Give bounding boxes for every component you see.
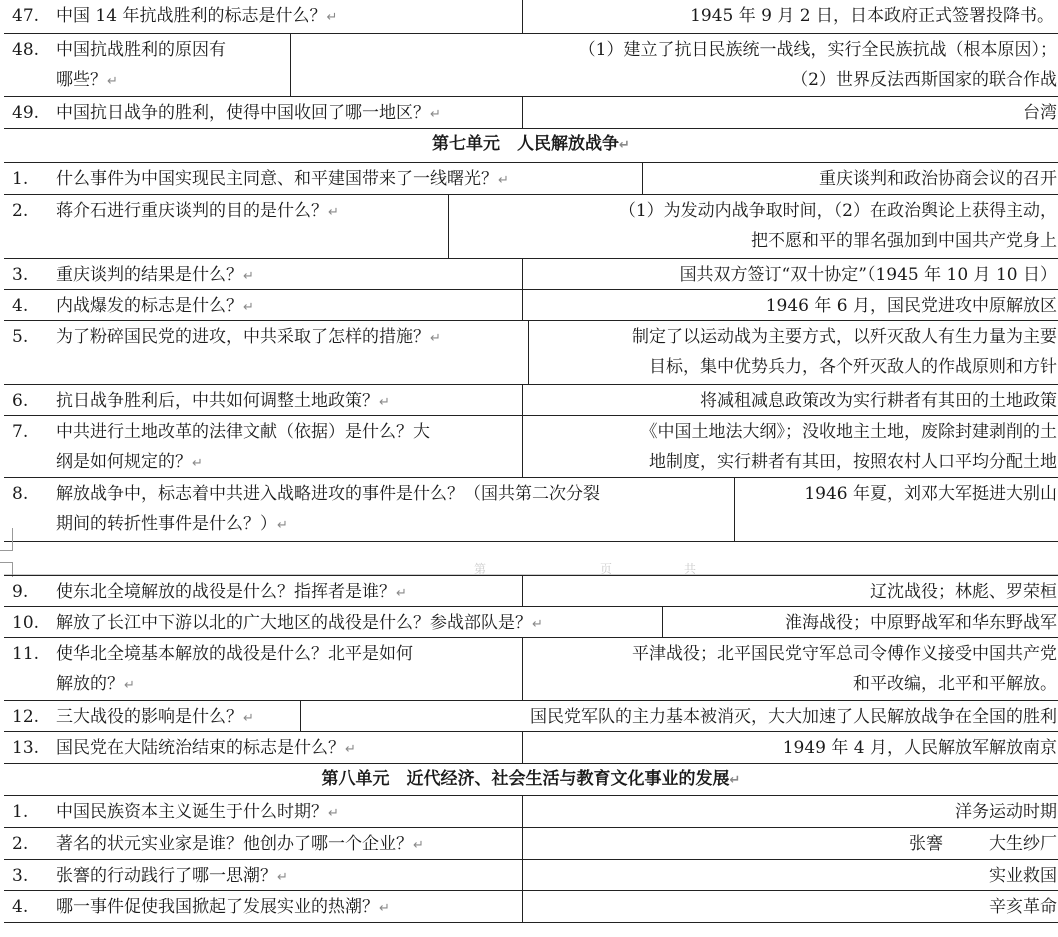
- row-number: 4.: [12, 296, 29, 316]
- unit-heading: 第八单元 近代经济、社会生活与教育文化事业的发展↵: [4, 764, 1058, 796]
- answer-text: 国民党军队的主力基本被消灭，大大加速了人民解放战争在全国的胜利: [530, 707, 1057, 727]
- table-row: [4, 575, 1058, 607]
- table-row: [4, 607, 1058, 638]
- answer-text: 洋务运动时期: [955, 802, 1057, 822]
- question-text: 为了粉碎国民党的进攻，中共采取了怎样的措施？↵: [56, 327, 441, 347]
- question-text: 国民党在大陆统治结束的标志是什么？↵: [56, 738, 356, 758]
- column-divider: [522, 259, 523, 289]
- answer-text: 1946 年 6 月，国民党进攻中原解放区: [765, 296, 1057, 316]
- table-row: [4, 34, 1058, 97]
- question-text: 中共进行土地改革的法律文献（依据）是什么？大 纲是如何规定的？↵: [56, 422, 430, 472]
- question-text: 中国 14 年抗战胜利的标志是什么？↵: [56, 6, 338, 26]
- page-footer: 第 页 共: [474, 562, 727, 576]
- row-number: 1.: [12, 802, 29, 822]
- column-divider: [290, 34, 291, 96]
- column-divider: [522, 828, 523, 859]
- answer-text: 1946 年夏，刘邓大军挺进大别山: [804, 484, 1057, 504]
- page-corner-mark: [0, 528, 13, 551]
- question-text: 内战爆发的标志是什么？↵: [56, 296, 254, 316]
- row-number: 49.: [12, 103, 40, 123]
- column-divider: [522, 891, 523, 922]
- column-divider: [522, 0, 523, 33]
- column-divider: [522, 796, 523, 827]
- answer-text: （1）建立了抗日民族统一战线，实行全民族抗战（根本原因）； （2）世界反法西斯国家的联合作战: [578, 40, 1057, 90]
- column-divider: [522, 860, 523, 890]
- column-divider: [522, 638, 523, 700]
- row-number: 7.: [12, 422, 29, 442]
- row-number: 10.: [12, 613, 40, 633]
- table-row: [4, 860, 1058, 891]
- row-number: 8.: [12, 484, 29, 504]
- column-divider: [528, 321, 529, 384]
- table-row: [4, 321, 1058, 385]
- answer-text: 制定了以运动战为主要方式，以歼灭敌人有生力量为主要 目标，集中优势兵力，各个歼灭敌人的作战原则和方针: [632, 327, 1057, 377]
- column-divider: [662, 607, 663, 637]
- answer-text: （1）为发动内战争取时间，（2）在政治舆论上获得主动， 把不愿和平的罪名强加到中国共产党身上: [618, 201, 1057, 251]
- answer-text: 《中国土地法大纲》；没收地主土地，废除封建剥削的土 地制度，实行耕者有其田，按照农村人口平均分配土地: [640, 422, 1057, 472]
- table-row: [4, 97, 1058, 129]
- question-text: 抗日战争胜利后，中共如何调整土地政策？↵: [56, 391, 390, 411]
- table-row: [4, 195, 1058, 259]
- page-break: [4, 542, 1058, 575]
- column-divider: [448, 195, 449, 258]
- answer-enterprise: 大生纱厂: [989, 834, 1057, 854]
- table-row: [4, 385, 1058, 416]
- column-divider: [522, 576, 523, 606]
- question-text: 解放战争中，标志着中共进入战略进攻的事件是什么？（国共第二次分裂 期间的转折性事件是什么？）↵: [56, 484, 600, 534]
- row-number: 11.: [12, 644, 40, 664]
- table-row: [4, 290, 1058, 321]
- question-text: 重庆谈判的结果是什么？↵: [56, 265, 254, 285]
- column-divider: [522, 290, 523, 320]
- answer-text: 平津战役；北平国民党守军总司令傅作义接受中国共产党 和平改编，北平和平解放。: [632, 644, 1057, 694]
- table-row: [4, 478, 1058, 542]
- row-number: 6.: [12, 391, 29, 411]
- answer-text: 将减租减息政策改为实行耕者有其田的土地政策: [700, 391, 1057, 411]
- qa-table: [4, 0, 1058, 923]
- table-row: [4, 163, 1058, 195]
- column-divider: [300, 701, 301, 731]
- row-number: 2.: [12, 834, 29, 854]
- answer-text: 重庆谈判和政治协商会议的召开: [819, 169, 1057, 189]
- row-number: 48.: [12, 40, 40, 60]
- answer-text: 辛亥革命: [989, 897, 1057, 917]
- column-divider: [522, 97, 523, 128]
- table-row: [4, 416, 1058, 478]
- question-text: 中国民族资本主义诞生于什么时期？↵: [56, 802, 339, 822]
- answer-text: 国共双方签订“双十协定”（1945 年 10 月 10 日）: [679, 265, 1057, 285]
- question-text: 解放了长江中下游以北的广大地区的战役是什么？参战部队是？↵: [56, 613, 543, 633]
- question-text: 蒋介石进行重庆谈判的目的是什么？↵: [56, 201, 339, 221]
- column-divider: [734, 478, 735, 541]
- answer-text: 1945 年 9 月 2 日，日本政府正式签署投降书。: [690, 6, 1054, 26]
- row-number: 4.: [12, 897, 29, 917]
- answer-text: 1949 年 4 月，人民解放军解放南京: [782, 738, 1057, 758]
- question-text: 张謇的行动践行了哪一思潮？↵: [56, 866, 288, 886]
- row-number: 12.: [12, 707, 40, 727]
- answer-text: 辽沈战役；林彪、罗荣桓: [870, 582, 1057, 602]
- table-row: [4, 638, 1058, 701]
- answer-person: 张謇: [909, 834, 943, 854]
- row-number: 13.: [12, 738, 40, 758]
- question-text: 中国抗日战争的胜利，使得中国收回了哪一地区？↵: [56, 103, 441, 123]
- row-number: 1.: [12, 169, 29, 189]
- question-text: 中国抗战胜利的原因有 哪些？↵: [56, 40, 226, 90]
- column-divider: [522, 416, 523, 477]
- question-text: 三大战役的影响是什么？↵: [56, 707, 254, 727]
- row-number: 47.: [12, 6, 40, 26]
- row-number: 3.: [12, 265, 29, 285]
- table-row: [4, 259, 1058, 290]
- column-divider: [522, 732, 523, 763]
- question-text: 使华北全境基本解放的战役是什么？北平是如何 解放的？↵: [56, 644, 413, 694]
- question-text: 著名的状元实业家是谁？他创办了哪一个企业？↵: [56, 834, 424, 854]
- table-row: [4, 701, 1058, 732]
- answer-text: 台湾: [1023, 103, 1057, 123]
- table-row: [4, 796, 1058, 828]
- row-number: 2.: [12, 201, 29, 221]
- table-row: [4, 0, 1058, 34]
- column-divider: [642, 163, 643, 194]
- answer-text: [909, 828, 1058, 859]
- answer-text: 淮海战役；中原野战军和华东野战军: [785, 613, 1057, 633]
- question-text: 使东北全境解放的战役是什么？指挥者是谁？↵: [56, 582, 407, 602]
- table-row: [4, 891, 1058, 923]
- row-number: 5.: [12, 327, 29, 347]
- table-row: [4, 828, 1058, 860]
- table-row: [4, 732, 1058, 764]
- column-divider: [522, 385, 523, 415]
- answer-text: 实业救国: [989, 866, 1057, 886]
- unit-heading: 第七单元 人民解放战争↵: [4, 129, 1058, 163]
- row-number: 3.: [12, 866, 29, 886]
- question-text: 哪一事件促使我国掀起了发展实业的热潮？↵: [56, 897, 390, 917]
- row-number: 9.: [12, 582, 29, 602]
- question-text: 什么事件为中国实现民主同意、和平建国带来了一线曙光？↵: [56, 169, 509, 189]
